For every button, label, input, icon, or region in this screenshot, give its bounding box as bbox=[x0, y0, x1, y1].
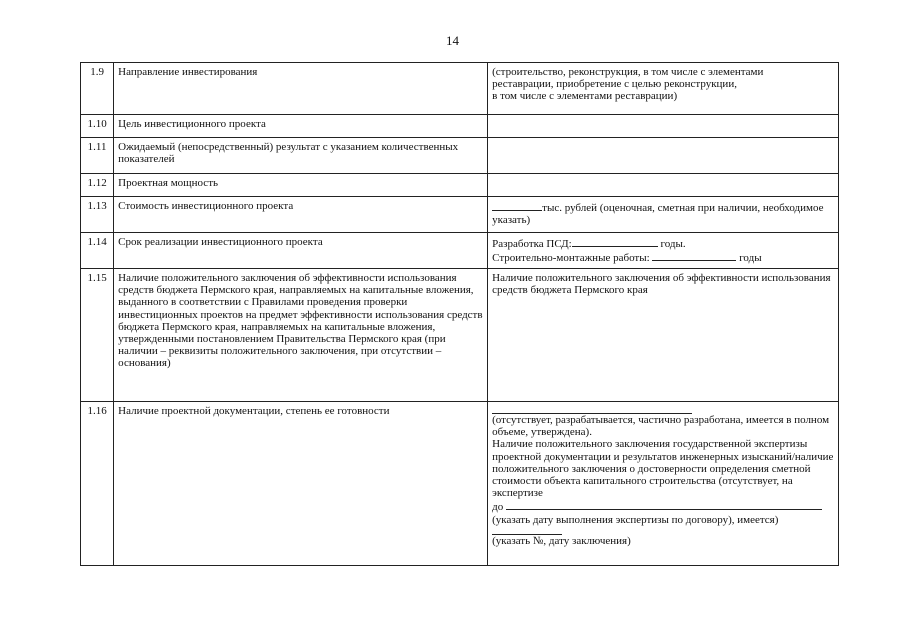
table-row bbox=[81, 138, 839, 174]
number-note: (указать №, дату заключения) bbox=[492, 534, 631, 547]
smr-unit: годы bbox=[739, 252, 762, 265]
row-value bbox=[488, 197, 839, 233]
row-value bbox=[488, 402, 839, 566]
value-line: (строительство, реконструкция, в том числе с элементами bbox=[492, 66, 764, 78]
row-value[interactable] bbox=[488, 138, 839, 174]
row-number: 1.11 bbox=[81, 138, 114, 174]
row-name: Цель инвестиционного проекта bbox=[114, 115, 488, 138]
row-number: 1.10 bbox=[81, 115, 114, 138]
status-note: (отсутствует, разрабатывается, частично разработана, имеется в полном объеме, утверждена). bbox=[492, 414, 830, 439]
row-number: 1.9 bbox=[81, 63, 114, 115]
row-value[interactable] bbox=[488, 115, 839, 138]
expertise-text: Наличие положительного заключения государственной экспертизы проектной документации и результатов инженерных изысканий/наличие положительного заключения о достоверности определения сметной стоимости объекта капитального строительства (отсутствует, на экспертизе bbox=[492, 438, 834, 500]
page-number: 14 bbox=[446, 33, 459, 48]
row-name: Наличие положительного заключения об эффективности использования средств бюджета Пермского края, направляемых на капитальные вложения, выданного в соответствии с Правилами проведения проверки инвестиционных проектов на предмет эффективности использования средств бюджета Пермского края, направляемых на капитальные вложения, утвержденными постановлением Правительства Пермского края (при наличии – реквизиты положительного заключения, при отсутствии – основания) bbox=[114, 269, 488, 402]
row-value[interactable] bbox=[488, 174, 839, 197]
psd-blank[interactable] bbox=[572, 236, 658, 247]
psd-label: Разработка ПСД: bbox=[492, 238, 572, 250]
until-label: до bbox=[492, 501, 504, 514]
table-row bbox=[81, 174, 839, 197]
row-number: 1.14 bbox=[81, 233, 114, 269]
row-value bbox=[488, 233, 839, 269]
row-name: Направление инвестирования bbox=[114, 63, 488, 115]
cost-blank[interactable] bbox=[492, 200, 542, 211]
row-number: 1.13 bbox=[81, 197, 114, 233]
table-row bbox=[81, 402, 839, 566]
until-blank[interactable] bbox=[506, 499, 822, 510]
row-name: Срок реализации инвестиционного проекта bbox=[114, 233, 488, 269]
row-number: 1.12 bbox=[81, 174, 114, 197]
row-name: Ожидаемый (непосредственный) результат с указанием количественных показателей bbox=[114, 138, 488, 174]
investment-project-table bbox=[80, 62, 839, 566]
row-value bbox=[488, 63, 839, 115]
table-row bbox=[81, 269, 839, 402]
table-row bbox=[81, 197, 839, 233]
table-row bbox=[81, 63, 839, 115]
row-name: Проектная мощность bbox=[114, 174, 488, 197]
number-blank[interactable] bbox=[492, 526, 562, 535]
psd-line bbox=[492, 236, 834, 250]
status-blank[interactable] bbox=[492, 405, 692, 414]
row-number: 1.16 bbox=[81, 402, 114, 566]
row-name: Стоимость инвестиционного проекта bbox=[114, 197, 488, 233]
row-number: 1.15 bbox=[81, 269, 114, 402]
table-row bbox=[81, 115, 839, 138]
psd-unit: годы. bbox=[660, 238, 686, 250]
smr-blank[interactable] bbox=[652, 250, 736, 261]
value-line: реставрации, приобретение с целью реконструкции, bbox=[492, 78, 737, 91]
table-row bbox=[81, 233, 839, 269]
row-value: Наличие положительного заключения об эффективности использования средств бюджета Пермского края bbox=[488, 269, 839, 402]
until-line bbox=[492, 499, 834, 513]
smr-line bbox=[492, 250, 834, 264]
date-note: (указать дату выполнения экспертизы по договору), имеется) bbox=[492, 513, 779, 526]
smr-label: Строительно-монтажные работы: bbox=[492, 252, 650, 265]
cost-text: тыс. рублей (оценочная, сметная при наличии, необходимое указать) bbox=[492, 202, 824, 227]
row-name: Наличие проектной документации, степень ее готовности bbox=[114, 402, 488, 566]
value-line: в том числе с элементами реставрации) bbox=[492, 90, 678, 103]
